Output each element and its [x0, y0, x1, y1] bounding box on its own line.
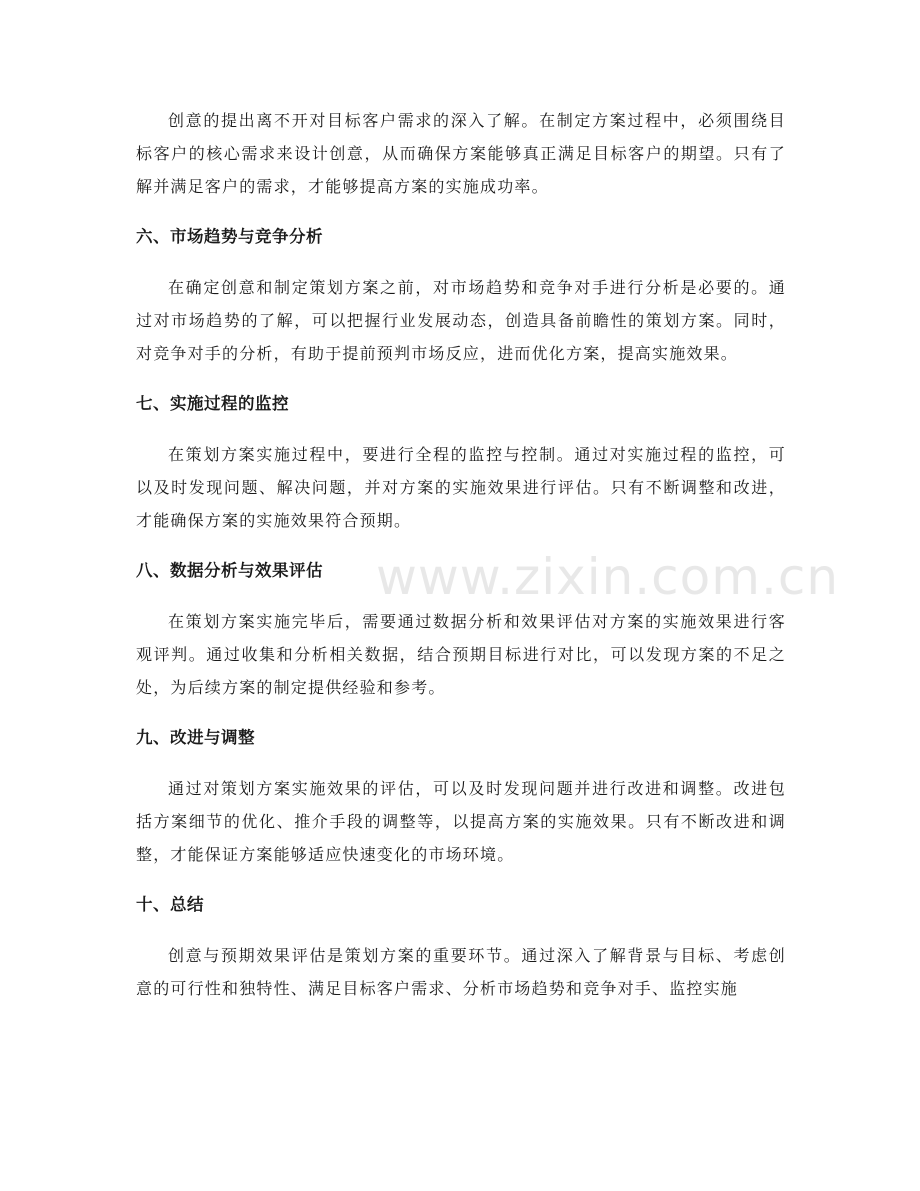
paragraph-market-trends: 在确定创意和制定策划方案之前，对市场趋势和竞争对手进行分析是必要的。通过对市场趋势的了解，可以把握行业发展动态，创造具备前瞻性的策划方案。同时，对竞争对手的分析，有助于提前预判市场反应，进而优化方案，提高实施效果。 — [136, 278, 786, 363]
heading-improvement: 九、改进与调整 — [136, 728, 255, 747]
paragraph-process-monitoring: 在策划方案实施过程中，要进行全程的监控与控制。通过对实施过程的监控，可以及时发现问题、解决问题，并对方案的实施效果进行评估。只有不断调整和改进，才能确保方案的实施效果符合预期。 — [136, 445, 786, 530]
paragraph-summary: 创意与预期效果评估是策划方案的重要环节。通过深入了解背景与目标、考虑创意的可行性和独特性、满足目标客户需求、分析市场趋势和竞争对手、监控实施 — [136, 946, 786, 998]
watermark: www.zixin.com.cn — [376, 548, 840, 606]
document-body — [136, 104, 786, 1005]
paragraph-customer-needs: 创意的提出离不开对目标客户需求的深入了解。在制定方案过程中，必须围绕目标客户的核心需求来设计创意，从而确保方案能够真正满足目标客户的期望。只有了解并满足客户的需求，才能够提高方案的实施成功率。 — [136, 111, 786, 196]
paragraph-data-analysis: 在策划方案实施完毕后，需要通过数据分析和效果评估对方案的实施效果进行客观评判。通过收集和分析相关数据，结合预期目标进行对比，可以发现方案的不足之处，为后续方案的制定提供经验和参考。 — [136, 612, 786, 697]
heading-process-monitoring: 七、实施过程的监控 — [136, 394, 289, 413]
heading-market-trends: 六、市场趋势与竞争分析 — [136, 227, 323, 246]
heading-summary: 十、总结 — [136, 895, 204, 914]
heading-data-analysis: 八、数据分析与效果评估 — [136, 561, 323, 580]
paragraph-improvement: 通过对策划方案实施效果的评估，可以及时发现问题并进行改进和调整。改进包括方案细节的优化、推介手段的调整等，以提高方案的实施效果。只有不断改进和调整，才能保证方案能够适应快速变化的市场环境。 — [136, 779, 786, 864]
